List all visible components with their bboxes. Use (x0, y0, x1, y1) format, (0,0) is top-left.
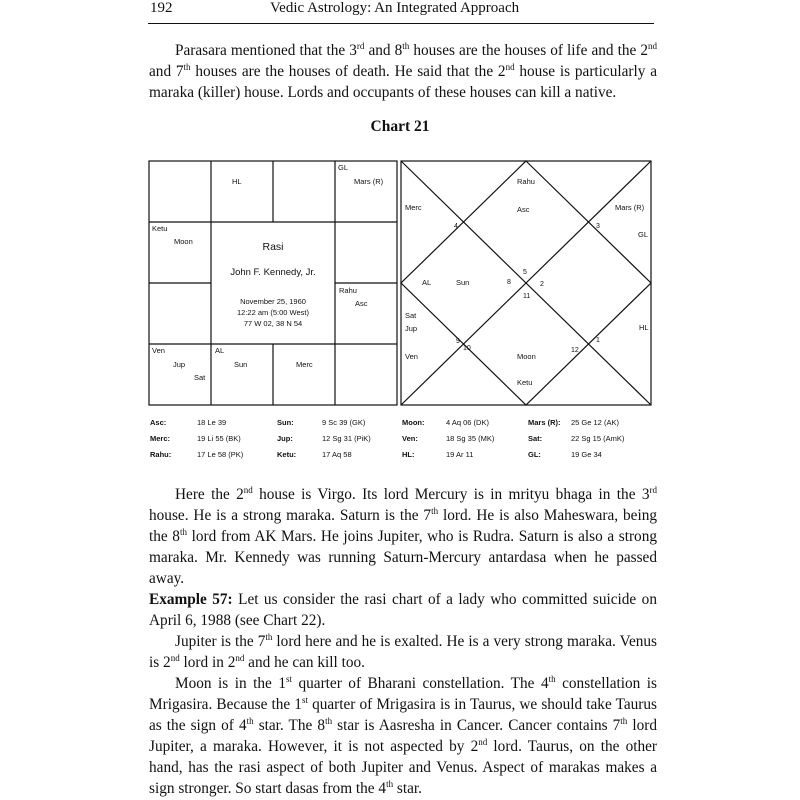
al-label: AL (422, 278, 432, 287)
example-label: Example 57: (149, 591, 233, 608)
pos-value: 18 Sg 35 (MK) (446, 434, 495, 443)
pos-value: 19 Li 55 (BK) (197, 434, 241, 443)
native-name: John F. Kennedy, Jr. (230, 267, 316, 278)
paragraph-analysis: Here the 2nd house is Virgo. Its lord Mercury is in mrityu bhaga in the 3rd house. He is a strong maraka. Saturn is the 7th lord. He is also Maheswara, being the 8th lord from AK Mars. He joins Jupiter, who is Rudra. Saturn is also a strong maraka. Mr. Kennedy was running Saturn-Mercury antardasa when he passed away. (149, 485, 658, 587)
house-number: 12 (571, 347, 579, 354)
pos-label: Ketu: (277, 450, 297, 459)
rasi-label: Rasi (262, 241, 284, 253)
ven-label: Ven (405, 352, 418, 361)
header-rule (148, 23, 654, 24)
rahu-label: Rahu (339, 286, 357, 295)
paragraph-intro: Parasara mentioned that the 3rd and 8th houses are the houses of life and the 2nd and 7th houses are the houses of death. He said that the 2nd house is particularly a maraka (killer) house. Lords and occupants of these houses can kill a native. (149, 41, 658, 101)
hl-label: HL (639, 323, 649, 332)
house-number: 2 (540, 281, 544, 288)
paragraph-moon: Moon is in the 1st quarter of Bharani constellation. The 4th constellation is Mrigasira. Because the 1st quarter of Mrigasira is in Taurus, we should take Taurus as the sign of 4th star. The 8th star is Aasresha in Cancer. Cancer contains 7th lord Jupiter, a maraka. However, it is not aspected by 2nd lord. Taurus, on the other hand, has the rasi aspect of both Jupiter and Venus. Aspect of marakas makes a sign stronger. So start dasas from the 4th star. (149, 674, 658, 797)
sat-label: Sat (405, 311, 417, 320)
house-number: 9 (456, 338, 460, 345)
birth-coords: 77 W 02, 38 N 54 (243, 319, 303, 328)
moon-label: Moon (517, 352, 536, 361)
pos-label: HL: (402, 450, 415, 459)
pos-value: 9 Sc 39 (GK) (322, 418, 366, 427)
pos-value: 19 Ge 34 (571, 450, 602, 459)
pos-value: 17 Le 58 (PK) (197, 450, 244, 459)
mars-r-label: Mars (R) (615, 203, 645, 212)
sun-label: Sun (456, 278, 470, 287)
house-number: 11 (523, 293, 531, 300)
jup-label: Jup (405, 324, 418, 333)
mars-r-label: Mars (R) (354, 177, 384, 186)
gl-label: GL (338, 163, 349, 172)
pos-label: Sat: (528, 434, 543, 443)
south-indian-chart (148, 160, 398, 406)
ketu-label: Ketu (152, 224, 168, 233)
sat-label: Sat (194, 373, 206, 382)
paragraph-jupiter: Jupiter is the 7th lord here and he is exalted. He is a very strong maraka. Venus is 2nd lord in 2nd and he can kill too. (149, 632, 658, 671)
pos-label: Mars (R): (528, 418, 561, 427)
pos-label: Moon: (402, 418, 425, 427)
asc-label: Asc (517, 205, 530, 214)
pos-label: Ven: (402, 434, 418, 443)
chart-title: Chart 21 (370, 118, 430, 135)
birth-date: November 25, 1960 (240, 297, 306, 306)
gl-label: GL (638, 230, 649, 239)
pos-value: 18 Le 39 (197, 418, 227, 427)
pos-value: 4 Aq 06 (DK) (446, 418, 489, 427)
pos-value: 22 Sg 15 (AmK) (571, 434, 625, 443)
house-number: 1 (596, 337, 600, 344)
pos-label: Sun: (277, 418, 294, 427)
house-number: 3 (596, 223, 600, 230)
jup-label: Jup (173, 360, 186, 369)
ketu-label: Ketu (517, 378, 533, 387)
house-number: 10 (463, 345, 471, 352)
pos-value: 19 Ar 11 (446, 450, 474, 459)
al-label: AL (215, 346, 225, 355)
pos-value: 12 Sg 31 (PiK) (322, 434, 371, 443)
pos-label: Asc: (150, 418, 167, 427)
asc-label: Asc (355, 299, 368, 308)
merc-label: Merc (405, 203, 422, 212)
moon-label: Moon (174, 237, 193, 246)
pos-label: Merc: (150, 434, 171, 443)
birth-time: 12:22 am (5:00 West) (237, 308, 309, 317)
page-number: 192 (150, 0, 173, 16)
house-number: 8 (507, 279, 511, 286)
pos-label: GL: (528, 450, 541, 459)
paragraph-example: Example 57: Let us consider the rasi chart of a lady who committed suicide on April 6, 1988 (see Chart 22). (149, 591, 657, 629)
sun-label: Sun (234, 360, 248, 369)
north-indian-chart (400, 160, 652, 406)
pos-value: 17 Aq 58 (322, 450, 352, 459)
pos-label: Jup: (277, 434, 293, 443)
rahu-label: Rahu (517, 177, 535, 186)
house-number: 5 (523, 269, 527, 276)
pos-value: 25 Ge 12 (AK) (571, 418, 619, 427)
hl-label: HL (232, 177, 242, 186)
ven-label: Ven (152, 346, 165, 355)
pos-label: Rahu: (150, 450, 172, 459)
running-title: Vedic Astrology: An Integrated Approach (270, 0, 520, 16)
house-number: 4 (454, 223, 458, 230)
merc-label: Merc (296, 360, 313, 369)
